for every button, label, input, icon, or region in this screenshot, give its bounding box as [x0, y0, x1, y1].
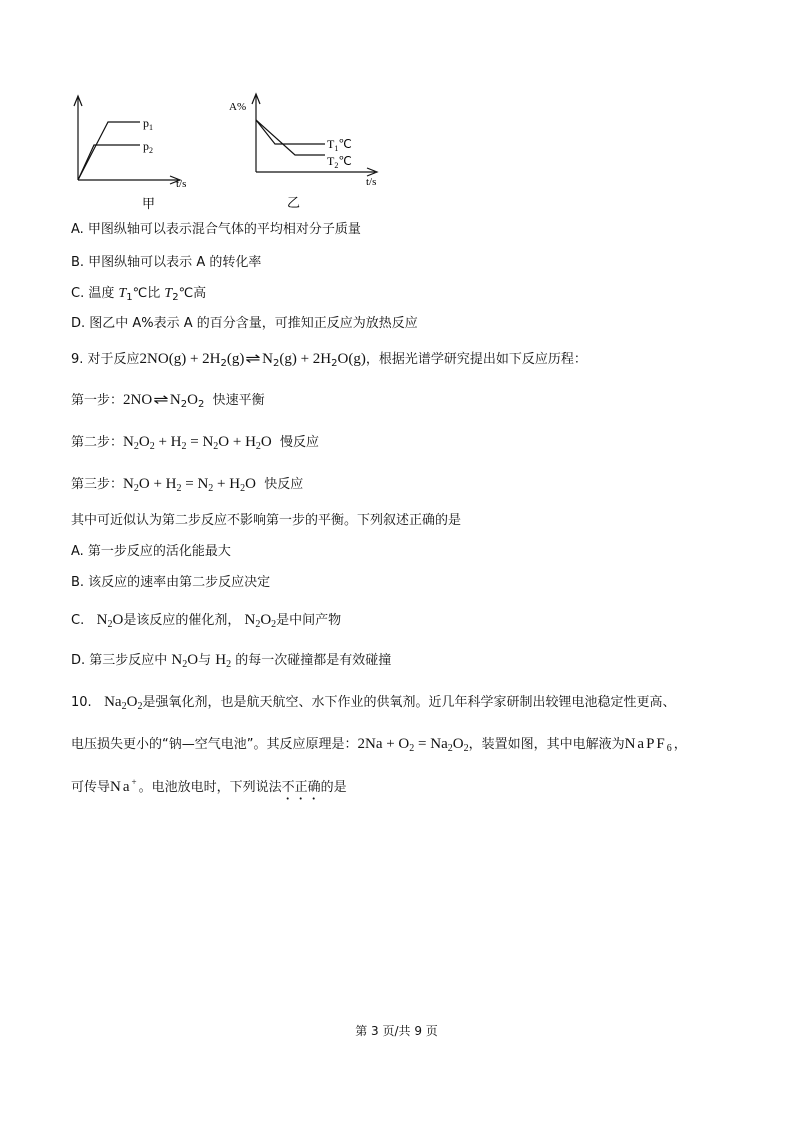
page-footer: 第 3 页/共 9 页: [355, 1024, 438, 1038]
q10-line3: [71, 773, 347, 803]
q10-line2-end: ，: [673, 737, 687, 752]
q9-eq-lhs-sub: 2: [220, 358, 227, 369]
q9-stem: [71, 350, 587, 373]
label-t2: $T_2℃$: [327, 154, 352, 170]
q9-option-c-pre: C.: [71, 613, 85, 628]
x-axis-label-yi: t/s: [366, 176, 377, 188]
q9-option-d-h2: $H_2$: [215, 652, 232, 670]
q9-step1-prod-o: O: [187, 392, 198, 408]
q9-step3-note: 快反应: [264, 477, 304, 492]
q9-eq-lhs: 2NO(g) + 2H: [139, 351, 221, 367]
q10-line2-mid: ，装置如图，其中电解液为: [468, 737, 625, 752]
q9-option-d-post: 的每一次碰撞都是有效碰撞: [235, 653, 392, 668]
q9-step3-label: 第三步：: [71, 477, 124, 492]
curve-t2: [256, 120, 325, 144]
q9-eq-rhs-sub: 2: [272, 358, 280, 369]
x-axis-label-jia: t/s: [176, 178, 187, 190]
q10-line3-pre: 可传导: [71, 780, 111, 795]
q10-na2o2: $Na_2O_2$: [104, 694, 143, 712]
equilibrium-arrow-icon: ⇌: [245, 351, 261, 367]
q10-na-ion: Na+: [110, 777, 139, 795]
q10-napf6: NaPF$_6$: [624, 736, 674, 754]
q9-eq-rhs-b: (g) + 2H: [279, 351, 332, 367]
q8-option-c-t2: T: [164, 286, 173, 301]
q9-step3: [71, 475, 303, 498]
q9-step2-label: 第二步：: [71, 435, 124, 450]
q9-option-d-n2o: $N_2O$: [171, 652, 199, 670]
q8-option-a[interactable]: A. 甲图纵轴可以表示混合气体的平均相对分子质量: [71, 222, 361, 237]
q9-note: 其中可近似认为第二步反应不影响第一步的平衡。下列叙述正确的是: [71, 513, 462, 528]
caption-jia: 甲: [142, 196, 156, 211]
q9-step2-eq: $N_2O_2 + H_2 = N_2O + H_2O$: [123, 434, 272, 452]
q9-eq-rhs-a: N: [262, 351, 273, 367]
q9-option-c[interactable]: [71, 611, 341, 634]
q9-option-d-pre: D. 第三步反应中: [71, 653, 168, 668]
q8-option-c-sub2: 2: [172, 292, 179, 303]
q9-option-c-n2o: $N_2O$: [96, 612, 124, 630]
q8-option-c[interactable]: [71, 285, 206, 307]
q9-option-d-mid: 与: [198, 653, 212, 668]
q9-step1: [71, 391, 265, 414]
q8-option-b[interactable]: B. 甲图纵轴可以表示 A 的转化率: [71, 255, 262, 270]
q9-option-b[interactable]: B. 该反应的速率由第二步反应决定: [71, 575, 271, 590]
q8-option-c-sub1: 1: [126, 292, 133, 303]
q9-step3-eq: $N_2O + H_2 = N_2 + H_2O$: [123, 476, 256, 494]
q8-option-c-t1: T: [118, 286, 127, 301]
q9-option-c-mid: 是该反应的催化剂，: [123, 613, 241, 628]
q10-line2-pre: 电压损失更小的“钠—空气电池”。其反应原理是：: [71, 737, 358, 752]
figure-yi: [225, 92, 390, 212]
label-p2: $p_2$: [143, 139, 153, 155]
caption-yi: 乙: [287, 195, 301, 210]
q9-step2: [71, 433, 319, 456]
q9-option-d[interactable]: [71, 651, 391, 674]
equilibrium-arrow-icon: ⇌: [153, 392, 169, 408]
q9-step1-prod: N: [169, 392, 181, 408]
q10-line1-text: 是强氧化剂，也是航天航空、水下作业的供氧剂。近几年科学家研制出较锂电池稳定性更高、: [142, 695, 676, 710]
q9-step1-prod-sub2: 2: [197, 399, 205, 410]
q10-number: 10.: [71, 695, 92, 710]
q8-option-c-pre: C. 温度: [71, 286, 119, 301]
q9-option-c-post: 是中间产物: [276, 613, 342, 628]
q8-option-d[interactable]: D. 图乙中 A%表示 A 的百分含量，可推知正反应为放热反应: [71, 316, 418, 331]
label-p1: $p_1$: [143, 116, 153, 132]
curve-t1: [256, 120, 325, 155]
q9-option-a[interactable]: A. 第一步反应的活化能最大: [71, 544, 231, 559]
q9-step1-eq: 2NO: [123, 392, 153, 408]
q9-eq-lhs-end: (g): [226, 351, 245, 367]
q10-line2: [71, 735, 687, 758]
q8-option-c-mid: ℃比: [132, 286, 165, 301]
label-t1: $T_1℃$: [327, 137, 352, 153]
q9-eq-rhs-c: O(g): [337, 351, 366, 367]
q9-option-c-n2o2: $N_2O_2$: [244, 612, 277, 630]
q9-eq-rhs-sub2: 2: [331, 358, 338, 369]
q9-stem-pre: 9. 对于反应: [71, 352, 140, 367]
q9-step1-note: 快速平衡: [212, 393, 265, 408]
figure-jia: [60, 92, 200, 212]
q10-line3-emphasis: 不正确: [281, 780, 321, 795]
q10-line1: [71, 693, 675, 716]
q10-line3-post: 的是: [320, 780, 347, 795]
q9-step1-prod-sub1: 2: [180, 399, 188, 410]
q10-line3-mid: 。电池放电时，下列说法: [138, 780, 282, 795]
q9-stem-post: ，根据光谱学研究提出如下反应历程：: [365, 352, 587, 367]
q9-step1-label: 第一步：: [71, 393, 124, 408]
y-axis-label-yi: A%: [229, 101, 247, 113]
q8-option-c-post: ℃高: [178, 286, 207, 301]
q9-step2-note: 慢反应: [280, 435, 320, 450]
curve-p1: [78, 122, 140, 180]
q10-reaction-eq: $2Na + O_2 = Na_2O_2$: [357, 736, 469, 754]
